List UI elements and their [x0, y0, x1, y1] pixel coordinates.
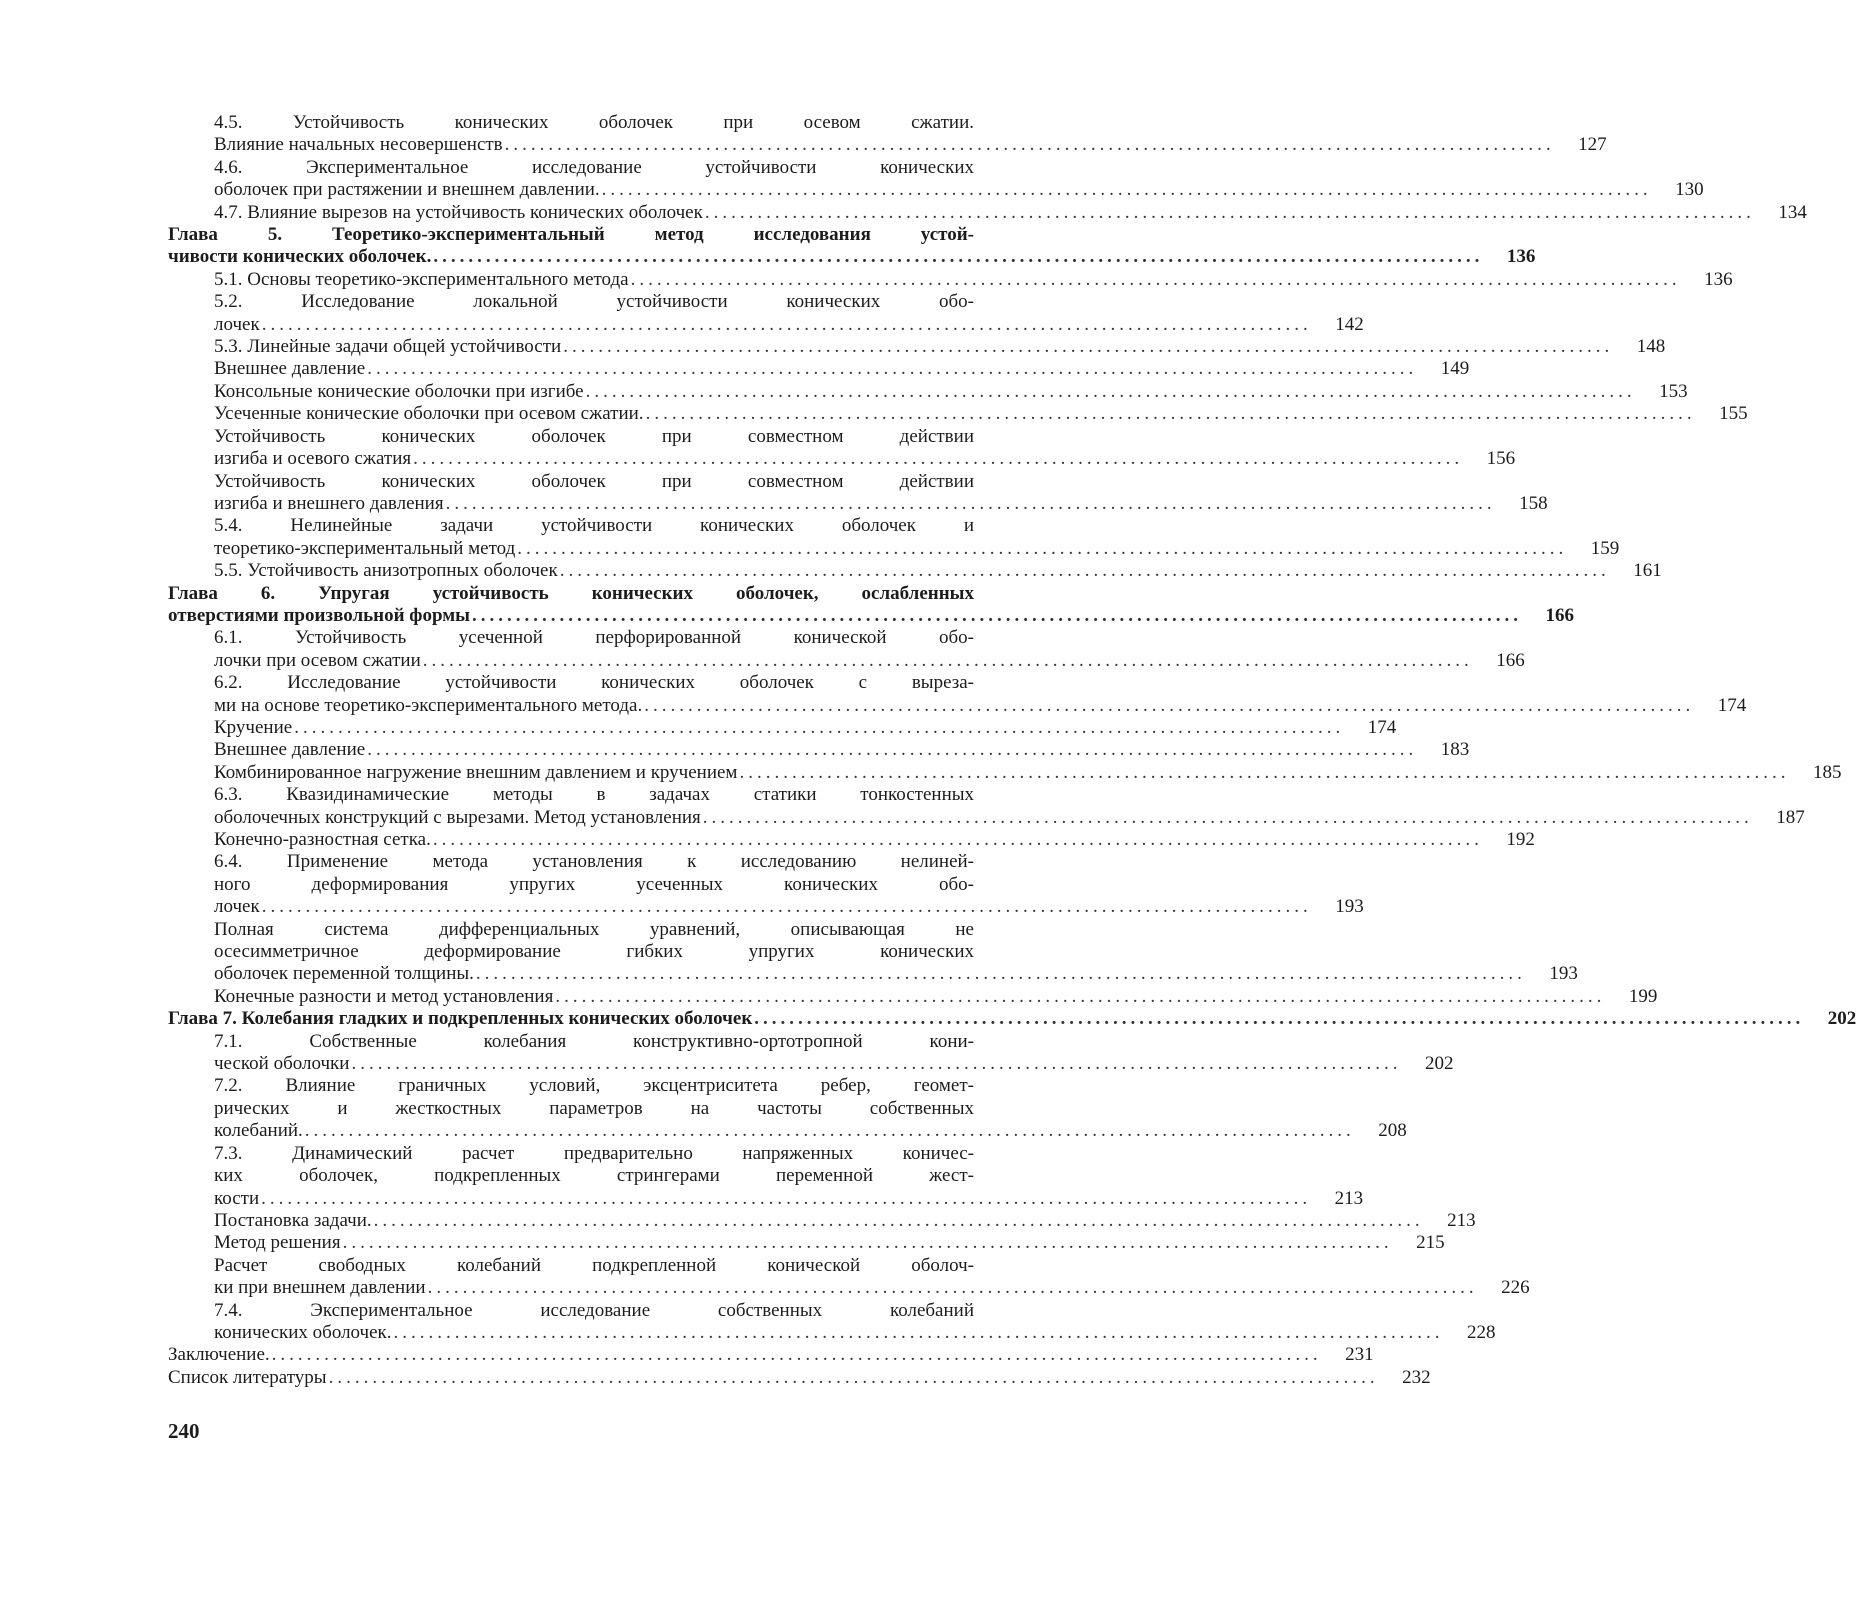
toc-entry-last-line: [214, 963, 1578, 985]
toc-chapter: [168, 1008, 1856, 1030]
toc-entry-last-line: [214, 403, 1748, 425]
toc-page-number: 208: [1378, 1120, 1407, 1142]
toc-entry-last-line: [168, 1008, 1856, 1030]
toc-entry-last-line: [214, 896, 1364, 918]
toc-section: [214, 560, 1662, 582]
toc-section: [214, 1075, 1407, 1142]
toc-entry-title: ки при внешнем давлении: [214, 1277, 426, 1299]
toc-entry-last-line: [214, 134, 1607, 156]
toc-page-number: 159: [1590, 537, 1620, 559]
toc-page-number: 232: [1402, 1366, 1431, 1388]
toc-page-number: 149: [1440, 358, 1470, 380]
toc-entry-title: лочки при осевом сжатии: [214, 649, 421, 671]
toc-entry-title: Конечные разности и метод установления: [214, 985, 554, 1007]
toc-page-number: 193: [1549, 963, 1578, 985]
dot-leader: ........................................................................................................................: [555, 985, 1606, 1007]
toc-entry-line: 7.4. Экспериментальное исследование собственных колебаний: [214, 1299, 974, 1321]
toc-page-number: 166: [1545, 604, 1575, 626]
toc-entry-title: оболочечных конструкций с вырезами. Метод установления: [214, 806, 701, 828]
toc-entry-title: Метод решения: [214, 1232, 341, 1254]
toc-entry-title: кости: [214, 1187, 260, 1209]
toc-section: [214, 515, 1620, 560]
toc-entry-line: 5.4. Нелинейные задачи устойчивости конических оболочек и: [214, 515, 974, 537]
toc-page-number: 134: [1778, 201, 1807, 223]
toc-entry-last-line: [214, 1277, 1530, 1299]
toc-page-number: 130: [1675, 179, 1704, 201]
toc-entry-title: оболочек при растяжении и внешнем давлении.: [214, 179, 600, 201]
toc-entry-title: ческой оболочки: [214, 1053, 350, 1075]
toc-entry-last-line: [214, 1187, 1364, 1210]
toc-entry-title: отверстиями произвольной формы: [168, 604, 471, 626]
toc-page-number: 161: [1633, 560, 1662, 582]
toc-entry-line: 7.3. Динамический расчет предварительно напряженных коничес-: [214, 1142, 974, 1164]
dot-leader: ........................................................................................................................: [342, 1232, 1393, 1254]
dot-leader: ........................................................................................................................: [702, 806, 1753, 828]
toc-entry-title: Заключение.: [168, 1344, 270, 1366]
toc-entry-line: 4.5. Устойчивость конических оболочек при осевом сжатии.: [214, 112, 974, 133]
toc-page-number: 202: [1424, 1053, 1454, 1075]
toc-subsection: [214, 470, 1548, 516]
toc-entry-last-line: [214, 829, 1535, 851]
toc-subsection: [214, 380, 1688, 403]
dot-leader: ........................................................................................................................: [445, 492, 1496, 514]
dot-leader: ........................................................................................................................: [367, 358, 1418, 380]
toc-entry-last-line: [214, 336, 1666, 358]
toc-entry-last-line: [214, 985, 1658, 1008]
dot-leader: ........................................................................................................................: [472, 604, 1523, 626]
dot-leader: ........................................................................................................................: [433, 246, 1484, 268]
toc-page-number: 136: [1506, 246, 1536, 268]
toc-page-number: 193: [1335, 896, 1364, 918]
toc-entry-last-line: [214, 649, 1525, 672]
toc-page-number: 185: [1812, 761, 1842, 783]
toc-entry-title: Список литературы: [168, 1366, 327, 1388]
toc-page-number: 228: [1467, 1321, 1496, 1343]
dot-leader: ........................................................................................................................: [427, 1277, 1478, 1299]
toc-entry-last-line: [214, 179, 1704, 201]
toc-entry-title: колебаний.: [214, 1120, 303, 1142]
toc-subsection: [214, 829, 1535, 851]
toc-entry-line: Глава 5. Теоретико-экспериментальный метод исследования устой-: [168, 224, 974, 246]
toc-subsection: [214, 761, 1842, 784]
toc-entry-title: оболочек переменной толщины.: [214, 963, 474, 985]
toc-entry-last-line: [214, 358, 1470, 380]
dot-leader: ........................................................................................................................: [413, 448, 1464, 470]
toc-entry-line: 6.1. Устойчивость усеченной перфорированной конической обо-: [214, 627, 974, 649]
toc-entry-line: ких оболочек, подкрепленных стрингерами переменной жест-: [214, 1165, 974, 1187]
toc-entry-last-line: [214, 380, 1688, 403]
dot-leader: ........................................................................................................................: [754, 1008, 1805, 1030]
toc-section: [214, 851, 1364, 918]
toc-entry-line: 6.3. Квазидинамические методы в задачах статики тонкостенных: [214, 784, 974, 806]
toc-entry-title: Усеченные конические оболочки при осевом сжатии.: [214, 403, 644, 425]
toc-entry-last-line: [214, 716, 1397, 739]
toc-section: [214, 1030, 1454, 1076]
dot-leader: ........................................................................................................................: [351, 1053, 1402, 1075]
toc-entry-title: изгиба и осевого сжатия: [214, 448, 412, 470]
toc-entry-last-line: [168, 1344, 1374, 1366]
toc-entry-title: ми на основе теоретико-экспериментального метода.: [214, 694, 643, 716]
dot-leader: ........................................................................................................................: [294, 716, 1345, 738]
dot-leader: ........................................................................................................................: [645, 403, 1696, 425]
toc-entry-title: 5.1. Основы теоретико-экспериментального метода: [214, 268, 629, 290]
toc-entry-title: 4.7. Влияние вырезов на устойчивость конических оболочек: [214, 201, 703, 223]
toc-subsection: [214, 739, 1470, 761]
toc-page-number: 142: [1335, 313, 1364, 335]
dot-leader: ........................................................................................................................: [559, 560, 1610, 582]
toc-subsection: [214, 1254, 1530, 1300]
toc-entry-line: 6.2. Исследование устойчивости конических оболочек с выреза-: [214, 672, 974, 694]
toc-entry-title: лочек: [214, 896, 260, 918]
toc-section: [214, 1142, 1364, 1210]
toc-page-number: 155: [1719, 403, 1748, 425]
toc-subsection: [214, 985, 1658, 1008]
toc-entry-title: Конечно-разностная сетка.: [214, 829, 431, 850]
dot-leader: ........................................................................................................................: [644, 694, 1695, 716]
toc-entry-title: Внешнее давление: [214, 739, 366, 761]
dot-leader: ........................................................................................................................: [504, 134, 1555, 156]
toc-subsection: [214, 403, 1748, 425]
toc-page-number: 213: [1447, 1209, 1476, 1231]
toc-page-number: 213: [1334, 1187, 1364, 1209]
toc-page-number: 166: [1496, 649, 1525, 671]
dot-leader: ........................................................................................................................: [475, 963, 1526, 985]
toc-entry-title: Консольные конические оболочки при изгибе: [214, 380, 584, 402]
dot-leader: ........................................................................................................................: [517, 537, 1568, 559]
toc-section: [214, 291, 1364, 336]
dot-leader: ........................................................................................................................: [630, 268, 1681, 290]
toc-entry-last-line: [168, 604, 1575, 627]
toc-page-number: 215: [1416, 1232, 1445, 1254]
dot-leader: ........................................................................................................................: [261, 313, 1312, 335]
dot-leader: ........................................................................................................................: [304, 1120, 1355, 1142]
page-number: 240: [168, 1419, 200, 1443]
toc-entry-line: Устойчивость конических оболочек при совместном действии: [214, 425, 974, 447]
toc-section: [214, 268, 1733, 291]
toc-entry-last-line: [214, 1120, 1407, 1142]
dot-leader: ........................................................................................................................: [373, 1209, 1424, 1231]
toc-subsection: [214, 1232, 1445, 1254]
toc-entry-title: Комбинированное нагружение внешним давлением и кручением: [214, 761, 738, 783]
toc-entry-title: теоретико-экспериментальный метод: [214, 537, 516, 559]
toc-page-number: 192: [1506, 829, 1535, 850]
toc-entry-line: рических и жесткостных параметров на частоты собственных: [214, 1097, 974, 1119]
toc-entry-last-line: [168, 246, 1536, 268]
toc-section: [214, 672, 1747, 717]
toc-backmatter: [168, 1366, 1431, 1389]
toc-entry-line: Устойчивость конических оболочек при совместном действии: [214, 470, 974, 492]
table-of-contents: [168, 112, 1856, 1389]
toc-section: [214, 336, 1666, 358]
toc-entry-last-line: [214, 1209, 1476, 1232]
toc-entry-last-line: [214, 313, 1364, 336]
toc-backmatter: [168, 1344, 1374, 1366]
toc-entry-title: Глава 7. Колебания гладких и подкрепленных конических оболочек: [168, 1008, 753, 1030]
toc-chapter: [168, 224, 1536, 269]
toc-entry-last-line: [214, 1053, 1454, 1075]
toc-entry-title: Влияние начальных несовершенств: [214, 134, 503, 156]
toc-entry-last-line: [214, 268, 1733, 291]
toc-page-number: 153: [1659, 380, 1688, 402]
dot-leader: ........................................................................................................................: [328, 1366, 1379, 1388]
toc-entry-title: Внешнее давление: [214, 358, 366, 380]
toc-entry-last-line: [214, 448, 1516, 470]
toc-entry-line: 7.2. Влияние граничных условий, эксцентриситета ребер, геомет-: [214, 1075, 974, 1097]
toc-entry-title: Кручение: [214, 716, 293, 738]
toc-entry-line: 4.6. Экспериментальное исследование устойчивости конических: [214, 156, 974, 178]
toc-entry-title: 5.3. Линейные задачи общей устойчивости: [214, 336, 562, 358]
toc-entry-line: ного деформирования упругих усеченных конических обо-: [214, 873, 974, 895]
dot-leader: ........................................................................................................................: [261, 1187, 1312, 1209]
toc-entry-title: конических оболочек.: [214, 1321, 392, 1343]
toc-section: [214, 784, 1805, 829]
toc-entry-line: осесимметричное деформирование гибких упругих конических: [214, 941, 974, 963]
toc-page-number: 174: [1367, 716, 1397, 738]
toc-page-number: 202: [1827, 1008, 1856, 1030]
dot-leader: ........................................................................................................................: [367, 739, 1418, 761]
toc-entry-last-line: [214, 739, 1470, 761]
toc-entry-last-line: [214, 761, 1842, 784]
toc-page-number: 183: [1440, 739, 1470, 761]
dot-leader: ........................................................................................................................: [393, 1321, 1444, 1343]
toc-subsection: [214, 1209, 1476, 1232]
toc-chapter: [168, 582, 1575, 628]
toc-entry-last-line: [214, 806, 1805, 829]
toc-page-number: 158: [1519, 492, 1548, 514]
dot-leader: ........................................................................................................................: [739, 761, 1790, 783]
toc-entry-last-line: [214, 537, 1620, 560]
toc-entry-line: Полная система дифференциальных уравнений, описывающая не: [214, 918, 974, 940]
toc-page-number: 127: [1578, 134, 1607, 156]
toc-section: [214, 156, 1704, 202]
dot-leader: ........................................................................................................................: [432, 829, 1483, 850]
toc-entry-last-line: [214, 694, 1747, 717]
toc-entry-line: Расчет свободных колебаний подкрепленной конической оболоч-: [214, 1254, 974, 1276]
toc-entry-title: Постановка задачи.: [214, 1209, 372, 1231]
toc-entry-line: 7.1. Собственные колебания конструктивно-ортотропной кони-: [214, 1030, 974, 1052]
toc-entry-last-line: [214, 201, 1807, 224]
toc-entry-title: лочек: [214, 313, 260, 335]
dot-leader: ........................................................................................................................: [563, 336, 1614, 358]
toc-section: [214, 201, 1807, 224]
toc-entry-title: изгиба и внешнего давления: [214, 492, 444, 514]
toc-subsection: [214, 358, 1470, 380]
toc-entry-line: Глава 6. Упругая устойчивость конических оболочек, ослабленных: [168, 582, 974, 604]
toc-entry-last-line: [214, 1232, 1445, 1254]
dot-leader: ........................................................................................................................: [271, 1344, 1322, 1366]
toc-page-number: 174: [1717, 694, 1747, 716]
toc-entry-title: 5.5. Устойчивость анизотропных оболочек: [214, 560, 558, 582]
toc-subsection: [214, 716, 1397, 739]
toc-subsection: [214, 918, 1578, 986]
toc-entry-line: 5.2. Исследование локальной устойчивости конических обо-: [214, 291, 974, 313]
dot-leader: ........................................................................................................................: [422, 649, 1473, 671]
toc-entry-title: чивости конических оболочек.: [168, 246, 432, 268]
toc-entry-last-line: [214, 492, 1548, 515]
toc-entry-last-line: [214, 560, 1662, 582]
dot-leader: ........................................................................................................................: [261, 896, 1312, 918]
toc-page-number: 156: [1486, 448, 1516, 470]
toc-subsection: [214, 425, 1516, 471]
toc-page-number: 187: [1776, 806, 1805, 828]
dot-leader: ........................................................................................................................: [585, 380, 1636, 402]
toc-entry-line: 6.4. Применение метода установления к исследованию нелиней-: [214, 851, 974, 873]
toc-page-number: 226: [1501, 1277, 1530, 1299]
toc-entry-last-line: [168, 1366, 1431, 1389]
dot-leader: ........................................................................................................................: [601, 179, 1652, 201]
toc-page-number: 231: [1345, 1344, 1374, 1366]
toc-section: [214, 1299, 1496, 1345]
toc-section: [214, 112, 1607, 157]
toc-section: [214, 627, 1525, 672]
toc-entry-last-line: [214, 1321, 1496, 1344]
dot-leader: ........................................................................................................................: [704, 201, 1755, 223]
toc-page-number: 199: [1628, 985, 1658, 1007]
toc-page-number: 136: [1704, 268, 1733, 290]
toc-page-number: 148: [1636, 336, 1666, 358]
